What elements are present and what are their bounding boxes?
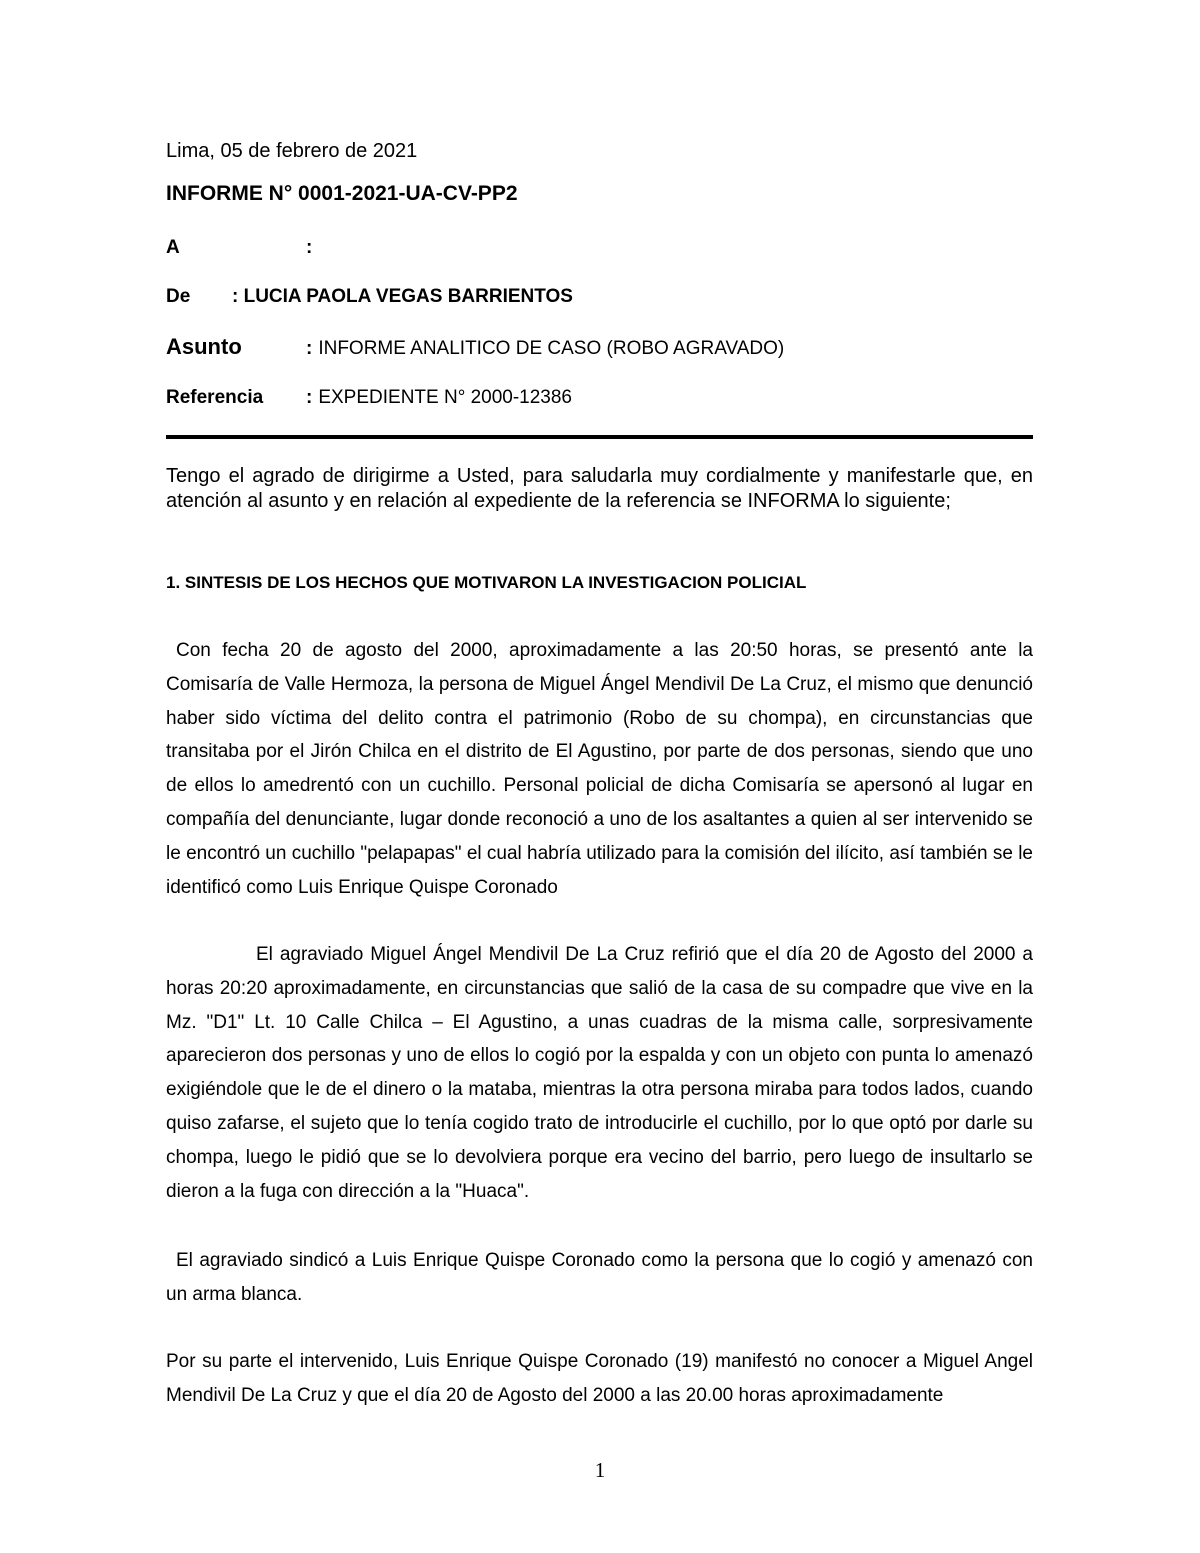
body-paragraph-2: El agraviado Miguel Ángel Mendivil De La Cruz refirió que el día 20 de Agosto del 2000 a horas 20:20 aproximadamente, en circunstancias que salió de la casa de su compadre que vive en la Mz. "D1" Lt. 10 Calle Chilca – El Agustino, a unas cuadras de la misma calle, sorpresivamente aparecieron dos personas y uno de ellos lo cogió por la espalda y con un objeto con punta lo amenazó exigiéndole que le de el dinero o la mataba, mientras la otra persona miraba para todos lados, cuando quiso zafarse, el sujeto que lo tenía cogido trato de introducirle el cuchillo, por lo que optó por darle su chompa, luego le pidió que se lo devolviera porque era vecino del barrio, pero luego de insultarlo se dieron a la fuga con dirección a la "Huaca".	[166, 944, 1033, 1202]
field-asunto-label: Asunto	[166, 334, 242, 359]
field-referencia-value: EXPEDIENTE N° 2000-12386	[318, 387, 572, 408]
field-asunto-colon: :	[306, 338, 313, 359]
field-a-label: A	[166, 237, 180, 258]
body-paragraph-1: Con fecha 20 de agosto del 2000, aproximadamente a las 20:50 horas, se presentó ante la Comisaría de Valle Hermoza, la persona de Miguel Ángel Mendivil De La Cruz, el mismo que denunció haber sido víctima del delito contra el patrimonio (Robo de su chompa), en circunstancias que transitaba por el Jirón Chilca en el distrito de El Agustino, por parte de dos personas, siendo que uno de ellos lo amedrentó con un cuchillo. Personal policial de dicha Comisaría se apersonó al lugar en compañía del denunciante, lugar donde reconoció a uno de los asaltantes a quien al ser intervenido se le encontró un cuchillo "pelapapas" el cual habría utilizado para la comisión del ilícito, así también se le identificó como Luis Enrique Quispe Coronado	[166, 640, 1033, 898]
field-asunto	[166, 334, 784, 360]
report-title: INFORME N° 0001-2021-UA-CV-PP2	[166, 182, 518, 205]
field-referencia-label: Referencia	[166, 387, 264, 408]
field-a-colon: :	[306, 237, 313, 258]
field-referencia-colon: :	[306, 387, 313, 408]
field-de-value: : LUCIA PAOLA VEGAS BARRIENTOS	[232, 286, 573, 307]
field-de	[166, 286, 573, 308]
page-number: 1	[594, 1458, 606, 1482]
field-a	[166, 237, 312, 259]
field-referencia	[166, 387, 572, 409]
intro-paragraph: Tengo el agrado de dirigirme a Usted, para saludarla muy cordialmente y manifestarle que, en atención al asunto y en relación al expediente de la referencia se INFORMA lo siguiente;	[166, 465, 1033, 512]
section-1-heading: 1. SINTESIS DE LOS HECHOS QUE MOTIVARON LA INVESTIGACION POLICIAL	[166, 573, 807, 592]
body-paragraph-3: El agraviado sindicó a Luis Enrique Quispe Coronado como la persona que lo cogió y amenazó con un arma blanca.	[166, 1250, 1033, 1305]
field-asunto-value: INFORME ANALITICO DE CASO (ROBO AGRAVADO)	[318, 338, 785, 359]
document-date: Lima, 05 de febrero de 2021	[166, 140, 418, 162]
field-de-label: De	[166, 286, 191, 307]
body-paragraph-4: Por su parte el intervenido, Luis Enrique Quispe Coronado (19) manifestó no conocer a Miguel Angel Mendivil De La Cruz y que el día 20 de Agosto del 2000 a las 20.00 horas aproximadamente	[166, 1351, 1033, 1406]
header-divider	[166, 435, 1033, 439]
